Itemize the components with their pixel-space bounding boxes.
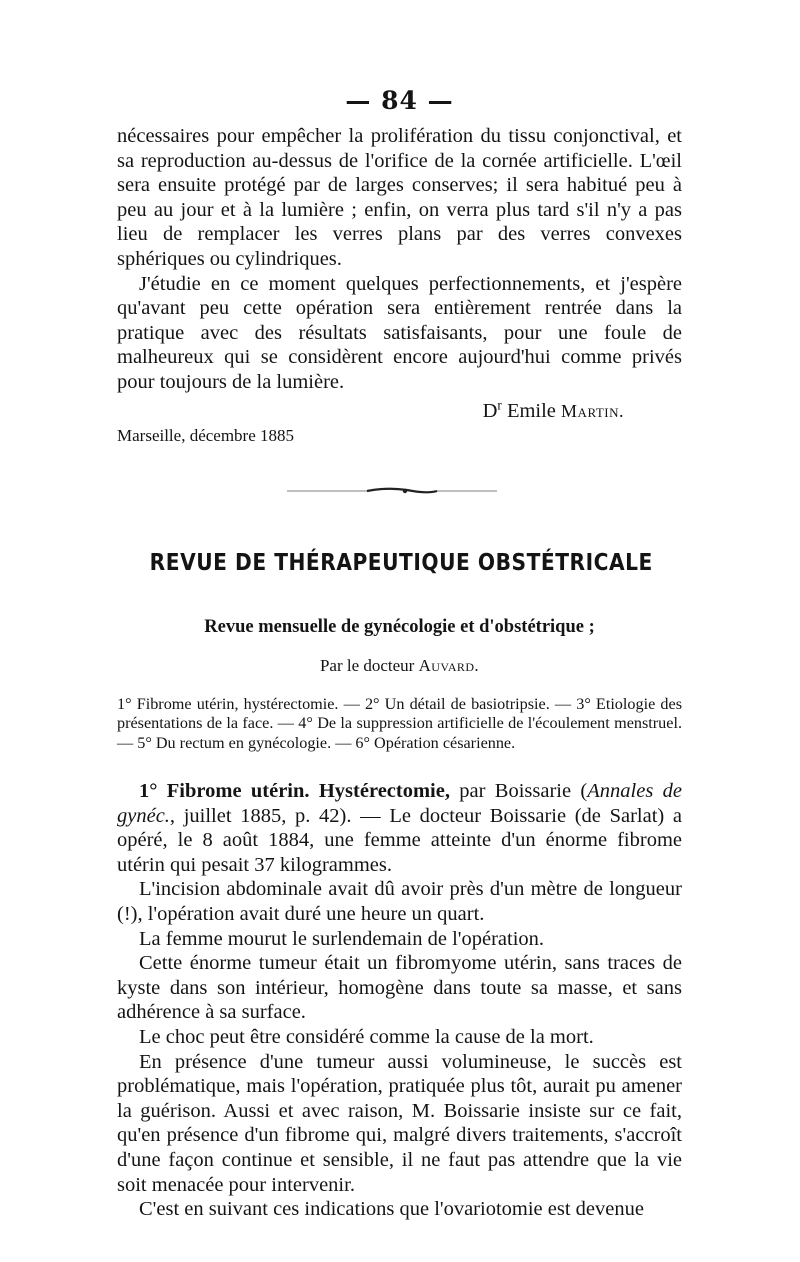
closing-paragraph-2: J'étudie en ce moment quelques perfectionnements, et j'espère qu'avant peu cette opération sera entièrement rentrée dans la pratique avec des résultats satisfaisants, pour une foule de malheureux qui se considèrent encore aujourd'hui comme privés pour toujours de la lumière. — [117, 272, 682, 393]
journal-citation: Annales de gynéc. — [117, 780, 682, 827]
contents-summary: 1° Fibrome utérin, hystérectomie. — 2° Un détail de basiotripsie. — 3° Etiologie des présentations de la face. — 4° De la suppression artificielle de l'écoulement menstruel. — 5° Du rectum en gynécologie. — 6° Opération césarienne. — [117, 694, 682, 752]
signature-title: D — [482, 399, 498, 422]
signature-surname: Martin. — [561, 400, 624, 421]
ornamental-rule-icon — [287, 485, 497, 497]
signature-title-sup: r — [497, 397, 502, 413]
article-intro-a: par Boissarie ( — [449, 780, 588, 803]
page-number: — 84 — — [345, 86, 454, 115]
article-paragraph: C'est en suivant ces indications que l'ovariotomie est devenue — [139, 1198, 644, 1221]
article-heading: 1° Fibrome utérin. Hystérectomie, — [139, 780, 450, 803]
article-intro — [117, 779, 682, 877]
article-body — [117, 779, 682, 1222]
article-paragraph: Cette énorme tumeur était un fibromyome utérin, sans traces de kyste dans son intérieur, homogène dans toute sa masse, et sans adhérence à sa surface. — [117, 952, 682, 1024]
article-paragraph: Le choc peut être considéré comme la cause de la mort. — [139, 1025, 594, 1048]
byline-prefix: Par le docteur — [319, 655, 419, 675]
dateline: Marseille, décembre 1885 — [117, 425, 295, 445]
book-page — [117, 86, 682, 1222]
section-title: REVUE DE THÉRAPEUTIQUE OBSTÉTRICALE — [149, 547, 653, 576]
section-subtitle: Revue mensuelle de gynécologie et d'obstétrique ; — [204, 616, 595, 637]
signature-first-name: Emile — [501, 399, 562, 422]
article-intro-b: , juillet 1885, p. 42). — Le docteur Boissarie (de Sarlat) a opéré, le 8 août 1884, une femme atteinte d'un énorme fibrome utérin qui pesait 37 kilogrammes. — [117, 804, 682, 876]
closing-paragraph-1: nécessaires pour empêcher la prolifération du tissu conjonctival, et sa reproduction au-dessus de l'orifice de la cornée artificielle. L'œil sera ensuite protégé par de larges conserves; il sera habitué peu à peu au jour et à la lumière ; enfin, on verra plus tard s'il n'y a pas lieu de remplacer les verres plans par des verres convexes sphériques ou cylindriques. — [117, 125, 682, 270]
author-signature — [117, 399, 624, 423]
article-paragraph: En présence d'une tumeur aussi volumineuse, le succès est problématique, mais l'opération, pratiquée plus tôt, aurait pu amener la guérison. Aussi et avec raison, M. Boissarie insiste sur ce fait, qu'en présence d'un fibrome qui, malgré divers traitements, s'accroît d'une façon continue et sensible, il ne faut pas attendre que la vie soit menacée pour intervenir. — [117, 1050, 682, 1196]
section-divider — [117, 485, 682, 497]
byline-author: Auvard. — [418, 655, 480, 675]
byline — [117, 655, 682, 677]
article-paragraph: La femme mourut le surlendemain de l'opération. — [139, 927, 545, 950]
article-paragraph: L'incision abdominale avait dû avoir près d'un mètre de longueur (!), l'opération avait duré une heure un quart. — [117, 878, 682, 925]
